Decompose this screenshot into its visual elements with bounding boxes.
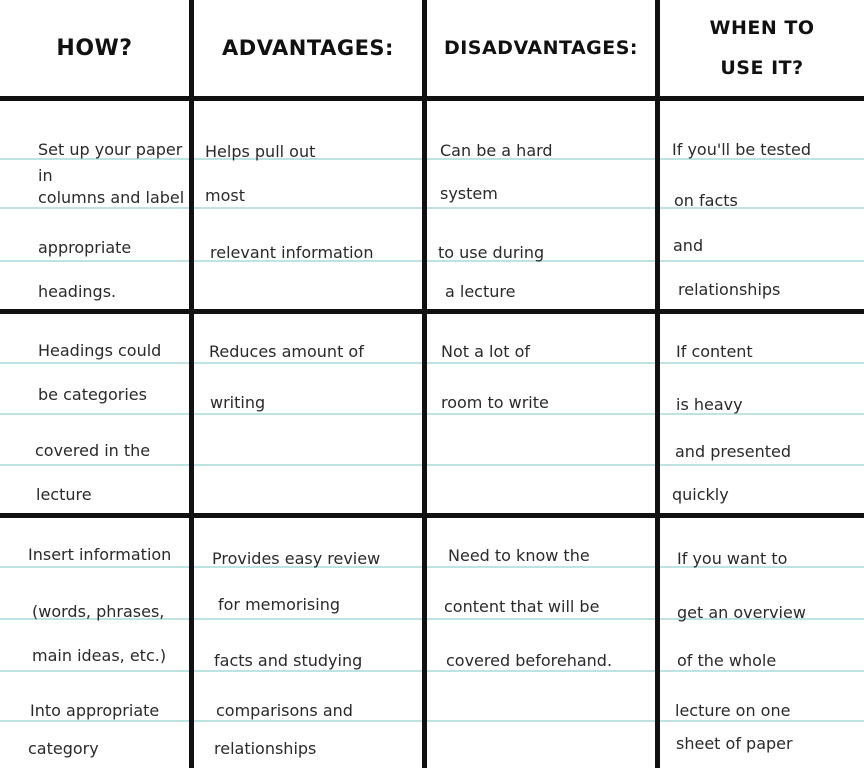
row2-when-line: If content: [676, 342, 753, 361]
row3-when-line: sheet of paper: [676, 734, 793, 753]
row2-how-line: Headings could: [38, 341, 162, 360]
row3-how-line: (words, phrases,: [32, 602, 165, 621]
row2-disadvantages-line: Not a lot of: [441, 342, 531, 361]
row1-when-line: and: [673, 236, 704, 255]
row1-when-line: on facts: [674, 191, 738, 210]
row3-advantages-line: for memorising: [218, 595, 340, 614]
header-advantages-label: ADVANTAGES:: [222, 36, 394, 60]
column-divider: [422, 0, 427, 768]
row3-disadvantages-line: covered beforehand.: [446, 651, 613, 670]
row2-how-line: be categories: [38, 385, 147, 404]
row1-when-line: relationships: [678, 280, 781, 299]
header-how: [0, 0, 189, 96]
ruled-line: [0, 260, 864, 262]
row-divider: [0, 309, 864, 314]
row3-when-line: of the whole: [677, 651, 777, 670]
row2-advantages-line: writing: [210, 393, 266, 412]
row-divider: [0, 513, 864, 518]
row3-when-line: If you want to: [677, 549, 788, 568]
row1-advantages-line: relevant information: [210, 243, 374, 262]
row3-advantages-line: Provides easy review: [212, 549, 381, 568]
row3-advantages-line: facts and studying: [214, 651, 363, 670]
row2-how-line: covered in the: [35, 441, 151, 460]
row1-advantages-line: most: [205, 186, 245, 205]
row3-disadvantages-line: Need to know the: [448, 546, 590, 565]
row3-advantages-line: comparisons and: [216, 701, 353, 720]
row-divider: [0, 96, 864, 101]
header-when-line2: USE IT?: [720, 57, 804, 79]
row3-how-line: category: [28, 739, 99, 758]
row2-how-line: lecture: [36, 485, 92, 504]
row2-advantages-line: Reduces amount of: [209, 342, 364, 361]
row1-when-line: If you'll be tested: [672, 140, 812, 159]
row3-how-line: Insert information: [28, 545, 172, 564]
row3-how-line: Into appropriate: [30, 701, 160, 720]
row2-disadvantages-line: room to write: [441, 393, 549, 412]
row3-advantages-line: relationships: [214, 739, 317, 758]
ruled-line: [0, 464, 864, 466]
header-disadvantages-label: DISADVANTAGES:: [443, 37, 639, 59]
row1-advantages-line: Helps pull out: [205, 142, 316, 161]
row3-when-line: lecture on one: [675, 701, 791, 720]
header-how-label: HOW?: [56, 35, 133, 61]
column-divider: [655, 0, 660, 768]
row3-when-line: get an overview: [677, 603, 806, 622]
row2-when-line: quickly: [672, 485, 729, 504]
ruled-line: [0, 720, 864, 722]
ruled-line: [0, 362, 864, 364]
row2-when-line: and presented: [675, 442, 792, 461]
row3-disadvantages-line: content that will be: [444, 597, 600, 616]
row1-disadvantages-line: Can be a hard: [440, 141, 553, 160]
row1-disadvantages-line: system: [440, 184, 498, 203]
row2-when-line: is heavy: [676, 395, 743, 414]
header-advantages: [194, 0, 422, 96]
column-divider: [189, 0, 194, 768]
header-when-line1: WHEN TO: [709, 17, 815, 39]
row1-disadvantages-line: a lecture: [445, 282, 516, 301]
header-disadvantages: [427, 0, 655, 96]
row1-how-line: appropriate: [38, 238, 132, 257]
ruled-line: [0, 670, 864, 672]
row1-how-line: in: [38, 166, 53, 185]
row1-how-line: Set up your paper: [38, 140, 183, 159]
row1-how-line: headings.: [38, 282, 117, 301]
header-when: [660, 0, 864, 96]
row1-disadvantages-line: to use during: [438, 243, 545, 262]
row3-how-line: main ideas, etc.): [32, 646, 167, 665]
row1-how-line: columns and label: [38, 188, 185, 207]
